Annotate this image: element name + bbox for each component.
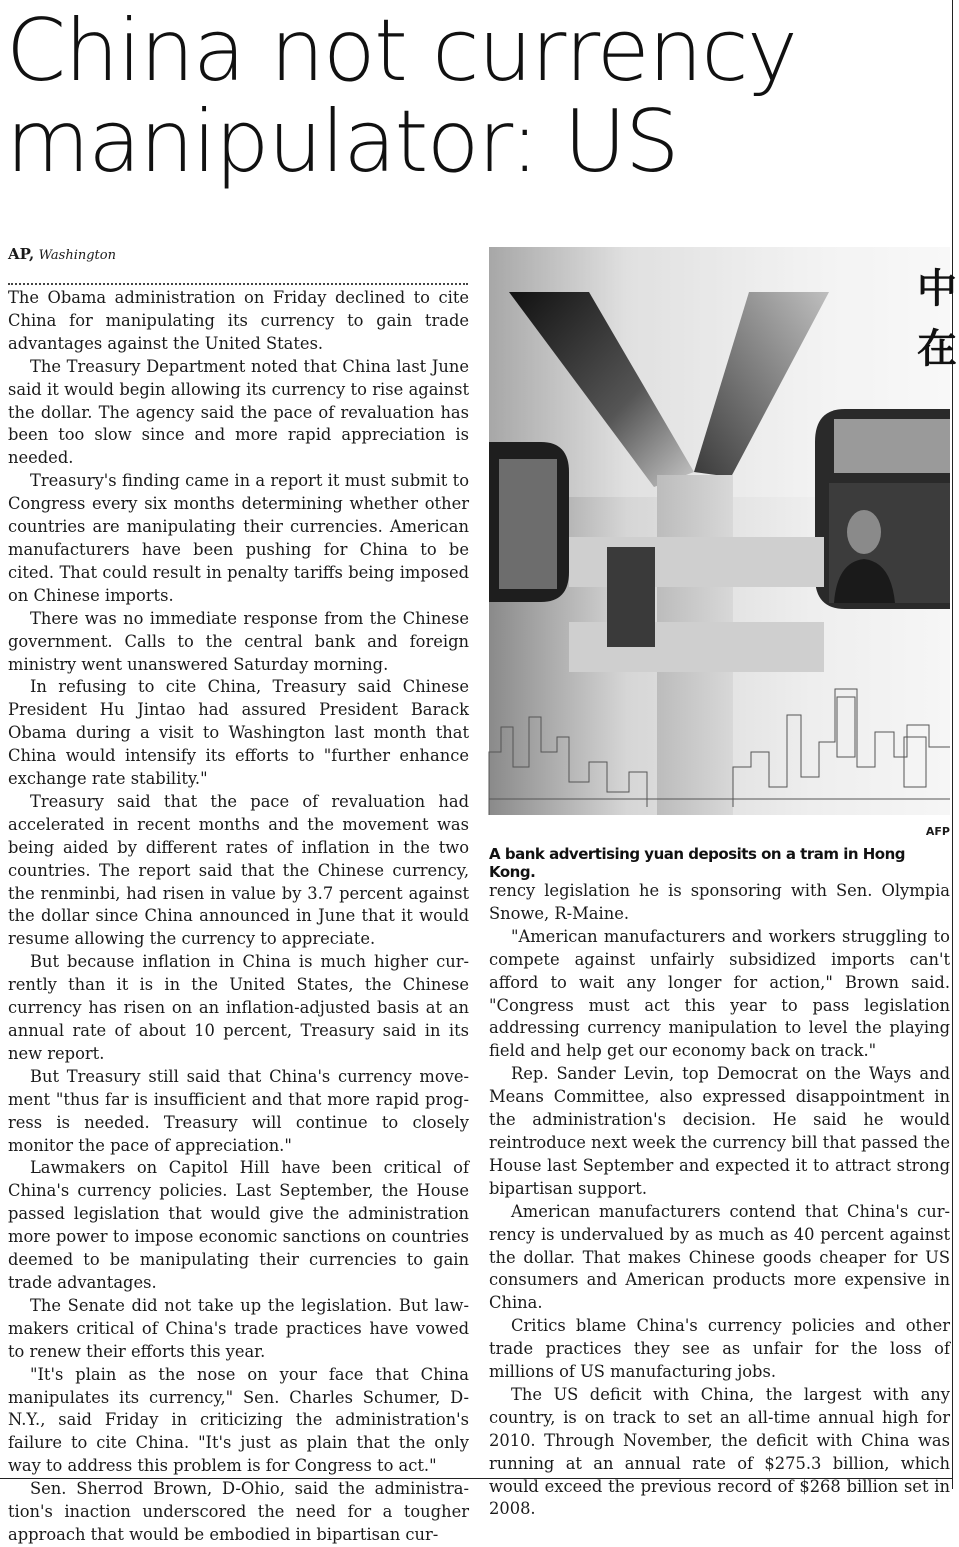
paragraph: There was no immediate response from the Chinese government. Calls to the central bank and foreign ministry went unanswered Saturday morning. (8, 608, 469, 674)
paragraph: The US deficit with China, the largest with any country, is on track to set an all-time annual high for 2010. Through November, the deficit with China was running at an annual rate of $275.3 billion, which would exceed the previous record of $268 billion set in 2008. (489, 1384, 950, 1519)
headline-line-1: China not currency (6, 1, 797, 101)
paragraph: Rep. Sander Levin, top Democrat on the Ways and Means Committee, also expressed disappointment in the administration's decision. He said he would reintroduce next week the currency bill that passed the House last September and expected it to attract strong bipartisan support. (489, 1064, 950, 1198)
paragraph: But Treasury still said that China's currency movement "thus far is insufficient and that more rapid progress is needed. Treasury will continue to closely monitor the pace of appreciation." (8, 1066, 469, 1155)
paragraph: But because inflation in China is much higher currently than it is in the United States, the Chinese currency has risen on an inflation-adjusted basis at an annual rate of about 10 percent, Treasury said in its new report. (8, 952, 469, 1063)
paragraph: Lawmakers on Capitol Hill have been critical of China's currency policies. Last September, the House passed legislation that would give the administration more power to impose economic sanctions on countries deemed to be manipulating their currencies to gain trade advantages. (8, 1158, 469, 1292)
page-border-right (952, 0, 953, 1489)
byline (8, 244, 468, 266)
headline-line-2: manipulator: US (6, 92, 679, 192)
paragraph: The Treasury Department noted that China last June said it would begin allowing its currency to rise against the dollar. The agency said the pace of revaluation has been too slow since and more rapid appreciation is needed. (8, 356, 469, 468)
paragraph: The Obama administration on Friday declined to cite China for manipulating its currency to gain trade advantages against the United States. (8, 288, 469, 353)
byline-agency: AP, (8, 245, 35, 263)
paragraph: American manufacturers contend that China's currency is undervalued by as much as 40 percent against the dollar. That makes Chinese goods cheaper for US consumers and American products more expensive in China. (489, 1201, 950, 1313)
news-photo (489, 247, 957, 815)
article-column-left (8, 287, 469, 1544)
sign-char-2: 在 (917, 326, 957, 372)
paragraph: Treasury said that the pace of revaluation had accelerated in recent months and the movement was being aided by different rates of inflation in the two countries. The report said that the Chinese currency, the renminbi, had risen in value by 3.7 percent against the dollar since China announced in June that it would resume allowing the currency to appreciate. (8, 791, 469, 949)
byline-location: Washington (38, 248, 116, 263)
paragraph: The Senate did not take up the legislation. But lawmakers critical of China's trade practices have vowed to renew their efforts this year. (8, 1295, 469, 1361)
paragraph: Sen. Sherrod Brown, D-Ohio, said the administration's inaction underscored the need for a tougher approach that would be embodied in bipartisan cur- (8, 1479, 469, 1544)
byline-divider (8, 271, 468, 285)
photo-caption: A bank advertising yuan deposits on a tram in Hong Kong. (489, 845, 906, 881)
paragraph: Critics blame China's currency policies and other trade practices they see as unfair for the loss of millions of US manufacturing jobs. (489, 1316, 950, 1382)
paragraph: "American manufacturers and workers struggling to compete against unfairly subsidized imports can't afford to wait any longer for action," Brown said. "Congress must act this year to pass legislation addressing currency manipulation to level the playing field and help get our economy back on track." (489, 926, 950, 1061)
paragraph: Treasury's finding came in a report it must submit to Congress every six months determining whether other countries are manipulating their currencies. American manufacturers have been pushing for China to be cited. That could result in penalty tariffs being imposed on Chinese imports. (8, 471, 469, 605)
paragraph: "It's plain as the nose on your face that China manipulates its currency," Sen. Charles Schumer, D-N.Y., said Friday in criticizing the administration's failure to cite China. "It's just as plain that the only way to address this problem is for Congress to act." (8, 1364, 469, 1476)
paragraph: In refusing to cite China, Treasury said Chinese President Hu Jintao had assured President Barack Obama during a visit to Washington last month that China would intensify its efforts to "further enhance exchange rate stability." (8, 677, 469, 789)
headline (6, 1, 946, 192)
photo-credit: AFP (925, 825, 950, 838)
article-column-right (489, 880, 950, 1519)
sign-char-1: 中 (917, 266, 957, 312)
paragraph: rency legislation he is sponsoring with Sen. Olympia Snowe, R-Maine. (489, 881, 950, 923)
